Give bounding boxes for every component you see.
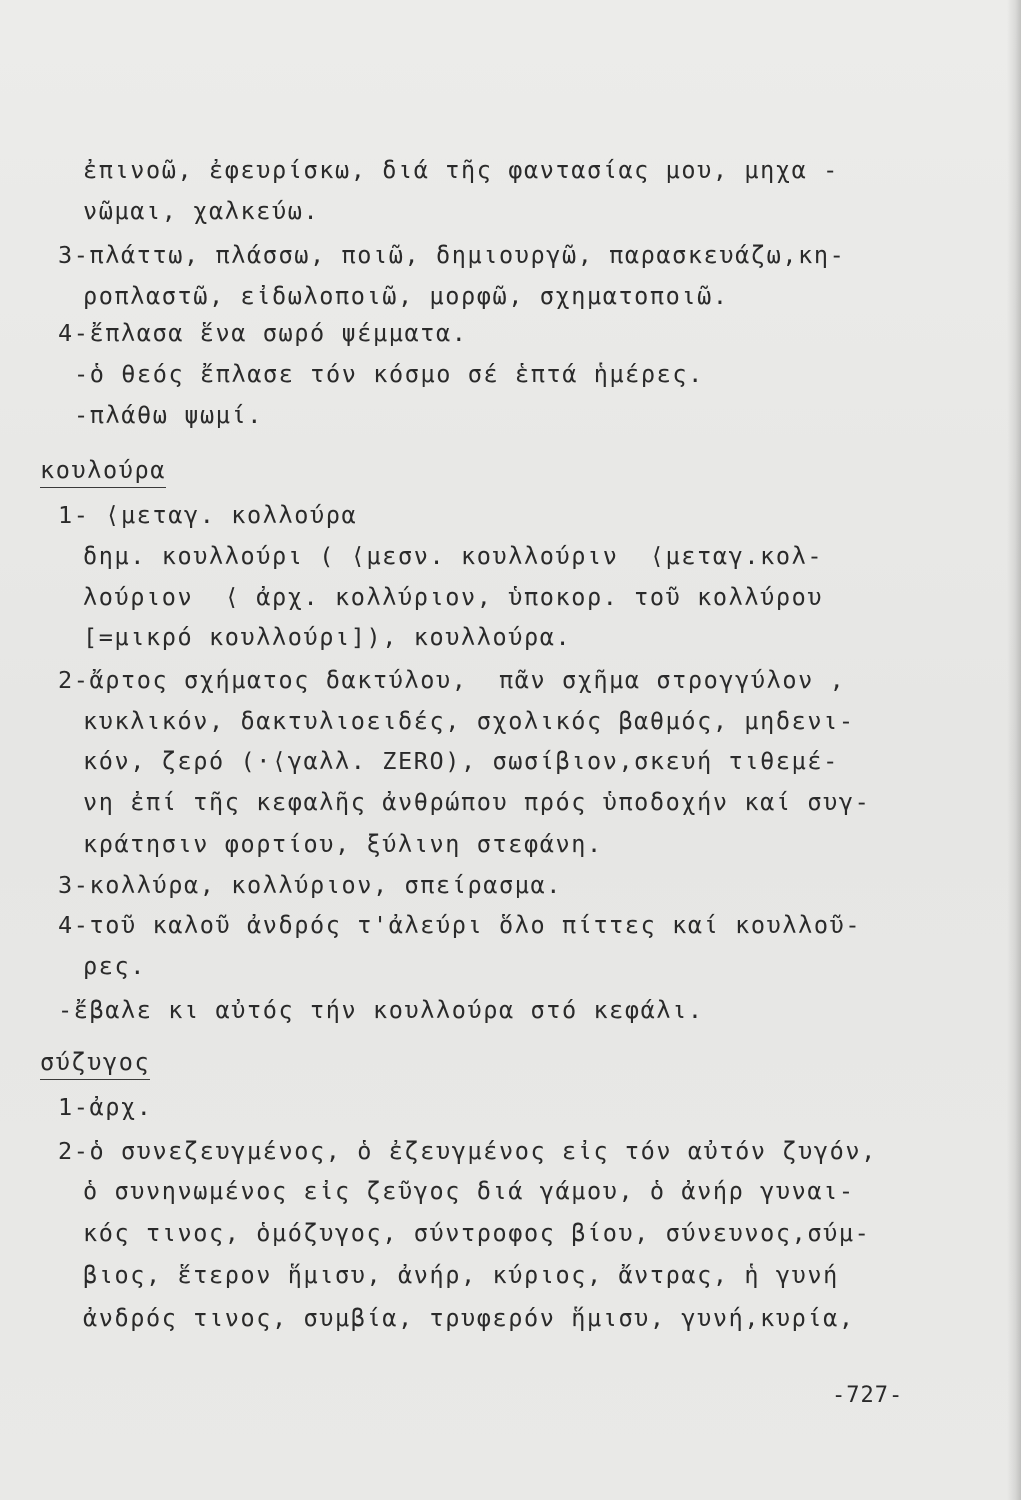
text-line: 1- ⟨μεταγ. κολλούρα (58, 501, 358, 529)
text-line: ρες. (83, 952, 146, 980)
text-line: νῶμαι, χαλκεύω. (83, 197, 320, 225)
text-line: -ἔβαλε κι αὐτός τήν κουλλούρα στό κεφάλι. (58, 996, 704, 1024)
text-line: κράτησιν φορτίου, ξύλινη στεφάνη. (83, 830, 603, 858)
text-line: κός τινος, ὁμόζυγος, σύντροφος βίου, σύνευνος,σύμ- (83, 1219, 871, 1247)
entry-heading-syzygos: σύζυγος (40, 1047, 150, 1080)
text-line: βιος, ἕτερον ἥμισυ, ἀνήρ, κύριος, ἄντρας, ἡ γυνή (83, 1261, 839, 1289)
text-line: 4-ἔπλασα ἕνα σωρό ψέμματα. (58, 319, 468, 347)
text-line: -ὁ θεός ἔπλασε τόν κόσμο σέ ἑπτά ἡμέρες. (74, 360, 704, 388)
text-line: δημ. κουλλούρι ( ⟨μεσν. κουλλούριν ⟨μεταγ.κολ- (83, 542, 824, 570)
text-line: 2-ἄρτος σχήματος δακτύλου, πᾶν σχῆμα στρογγύλον , (58, 666, 846, 694)
text-line: ροπλαστῶ, εἰδωλοποιῶ, μορφῶ, σχηματοποιῶ. (83, 282, 729, 310)
text-line: κόν, ζερό (·⟨γαλλ. ZERO), σωσίβιον,σκευή τιθεμέ- (83, 747, 839, 775)
text-line: -πλάθω ψωμί. (74, 401, 263, 429)
entry-heading-koulloura: κουλούρα (40, 455, 166, 488)
text-line: 3-κολλύρα, κολλύριον, σπείρασμα. (58, 871, 562, 899)
text-line: 2-ὁ συνεζευγμένος, ὁ ἐζευγμένος εἰς τόν αὐτόν ζυγόν, (58, 1137, 877, 1165)
text-line: 3-πλάττω, πλάσσω, ποιῶ, δημιουργῶ, παρασκευάζω,κη- (58, 241, 846, 269)
text-line: 1-ἀρχ. (58, 1093, 153, 1121)
text-line: [=μικρό κουλλούρι]), κουλλούρα. (83, 623, 572, 651)
text-line: λούριον ⟨ ἀρχ. κολλύριον, ὑποκορ. τοῦ κολλύρου (83, 583, 824, 611)
text-line: νη ἐπί τῆς κεφαλῆς ἀνθρώπου πρός ὑποδοχήν καί συγ- (83, 788, 871, 816)
text-line: ἐπινοῶ, ἐφευρίσκω, διά τῆς φαντασίας μου, μηχα - (83, 156, 839, 184)
text-line: ἀνδρός τινος, συμβία, τρυφερόν ἥμισυ, γυνή,κυρία, (83, 1304, 855, 1332)
text-line: κυκλικόν, δακτυλιοειδές, σχολικός βαθμός, μηδενι- (83, 707, 855, 735)
text-line: ὁ συνηνωμένος εἰς ζεῦγος διά γάμου, ὁ ἀνήρ γυναι- (83, 1177, 855, 1205)
page-edge-shadow (1007, 0, 1021, 1500)
page-number: -727- (832, 1383, 904, 1408)
text-line: 4-τοῦ καλοῦ ἀνδρός τ'ἀλεύρι ὅλο πίττες καί κουλλοῦ- (58, 911, 862, 939)
